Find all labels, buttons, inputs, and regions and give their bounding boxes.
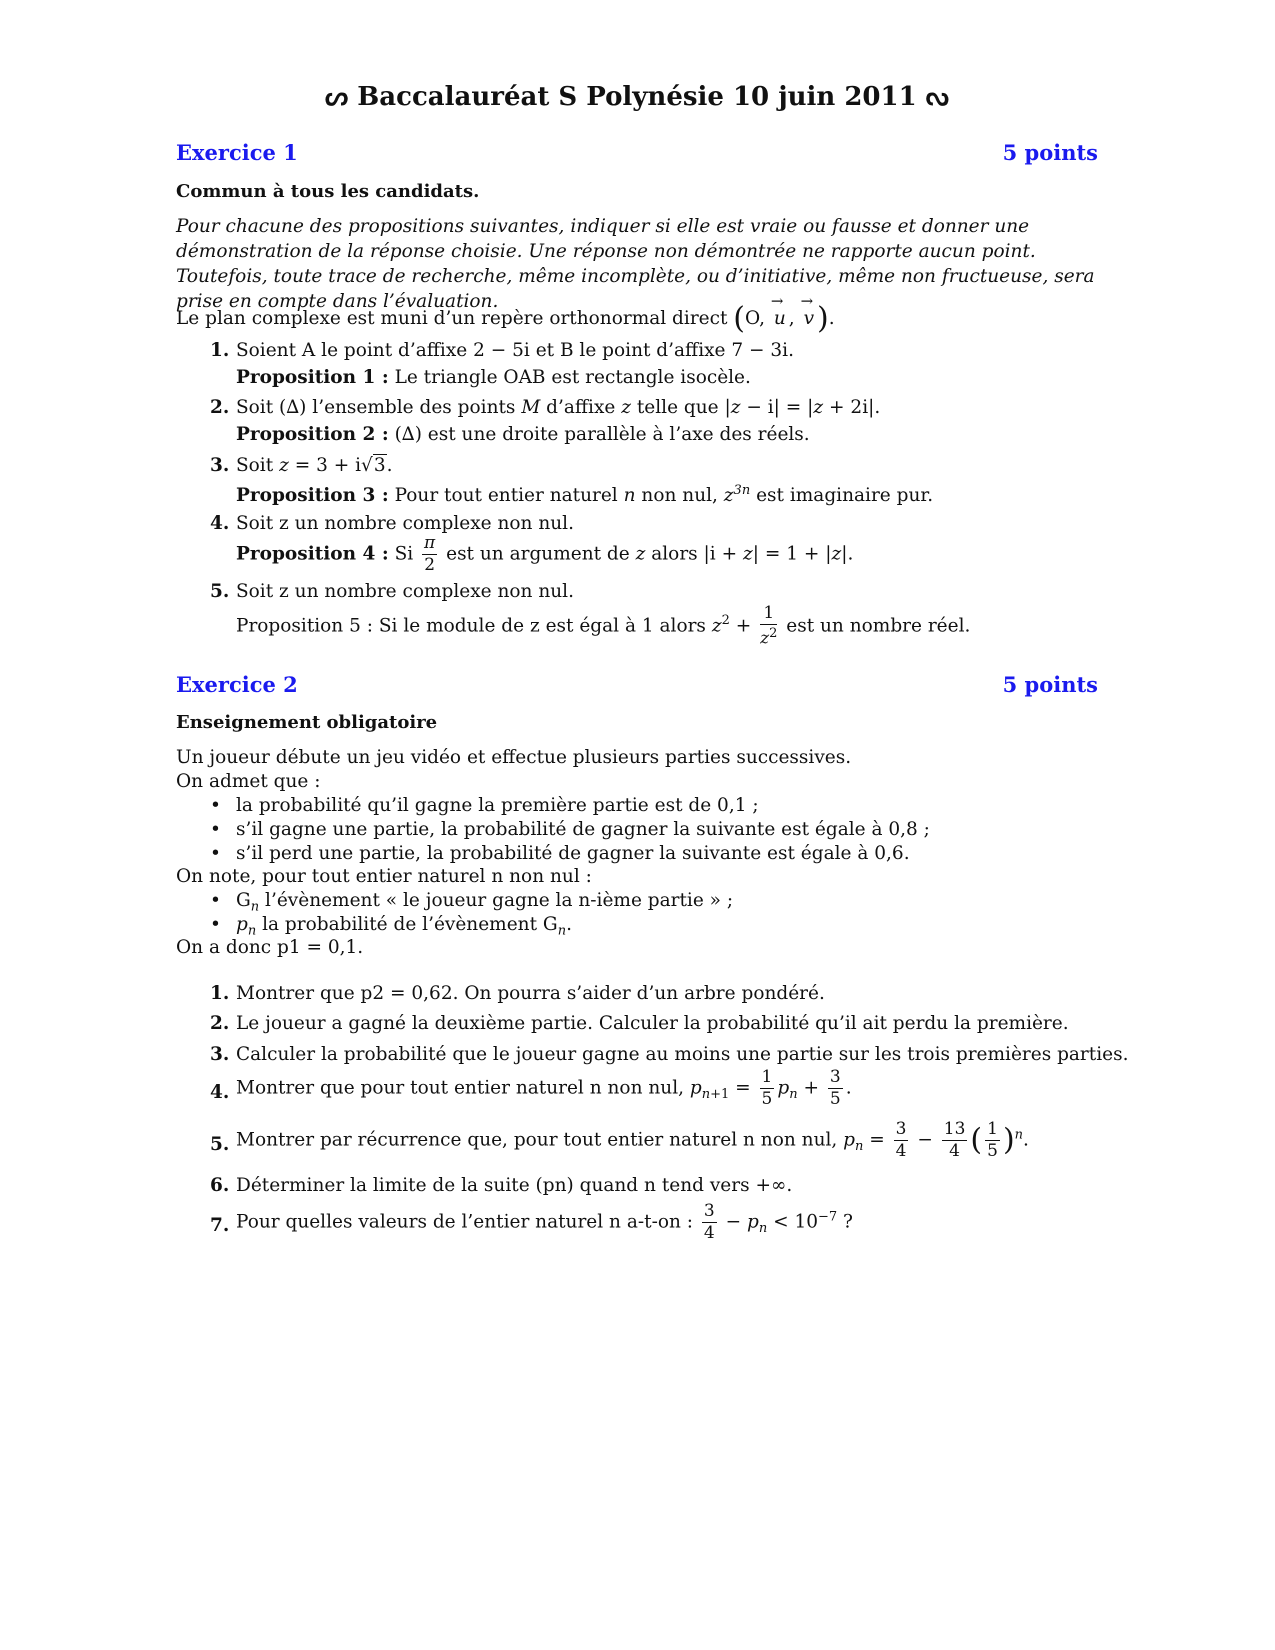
exercise1-intro: Le plan complexe est muni d’un repère orthonormal direct (O, → u , → v ). — [176, 301, 835, 336]
ex2-item2-number: 2. — [210, 1013, 230, 1034]
ex2-item7-text: Pour quelles valeurs de l’entier naturel n a-t-on : $\frac{3}{4}$ − $p_n < 10^{-7}$ ? — [236, 1201, 853, 1243]
exercise2-label: Exercice 2 — [176, 672, 298, 697]
ex1-item2-text: Soit (∆) l’ensemble des points M d’affixe z telle que |z − i| = |z + 2i|. — [236, 397, 881, 418]
ex2-item7-number: 7. — [210, 1215, 230, 1236]
ex2-item4-text: Montrer que pour tout entier naturel n non nul, $p_{n+1}$ = $\frac{1}{5}$ $p_n$ + $\frac{3}{5}$ . — [236, 1067, 852, 1109]
ex2-item3-text: Calculer la probabilité que le joueur gagne au moins une partie sur les trois premières parties. — [236, 1044, 1129, 1065]
exercise1-audience: Commun à tous les candidats. — [176, 181, 480, 202]
ex2-intro1: Un joueur débute un jeu vidéo et effectue plusieurs parties successives. — [176, 747, 852, 768]
ex1-prop1: Proposition 1 : Le triangle OAB est rectangle isocèle. — [236, 367, 751, 388]
ex2-item1-number: 1. — [210, 983, 230, 1004]
ornament-left-icon: ᔕ — [325, 82, 349, 112]
ex2-item5-number: 5. — [210, 1134, 230, 1155]
ex2-bullet1: • la probabilité qu’il gagne la première partie est de 0,1 ; — [210, 795, 759, 816]
title-text: Baccalauréat S Polynésie 10 juin 2011 — [357, 82, 917, 112]
exercise1-instructions: Pour chacune des propositions suivantes, indiquer si elle est vraie ou fausse et donner une démonstration de la réponse choisie. Une réponse non démontrée ne rapporte aucun point. Toutefois, toute trace de recherche, même incomplète, ou d’initiative, même non fructueuse, sera prise en compte dans l’évaluation. — [176, 216, 1095, 312]
ex1-item3-text: Soit z = 3 + i√3. — [236, 455, 393, 476]
ex2-p1-line: On a donc p1 = 0,1. — [176, 937, 364, 958]
exercise2-audience: Enseignement obligatoire — [176, 712, 438, 733]
ex1-item2-number: 2. — [210, 397, 230, 418]
ex2-bullet3: • s’il perd une partie, la probabilité de gagner la suivante est égale à 0,6. — [210, 843, 910, 864]
ex1-item3-number: 3. — [210, 455, 230, 476]
exercise1-header — [176, 140, 1098, 165]
ornament-right-icon: ᔓ — [925, 82, 949, 112]
ex2-item2-text: Le joueur a gagné la deuxième partie. Calculer la probabilité qu’il ait perdu la première. — [236, 1013, 1069, 1034]
ex1-item4-number: 4. — [210, 513, 230, 534]
ex2-item4-number: 4. — [210, 1082, 230, 1103]
ex1-item5-text: Soit z un nombre complexe non nul. — [236, 581, 574, 602]
ex1-prop5: Proposition 5 : Si le module de z est égal à 1 alors $z^2$ + $\frac{1}{z^2}$ est un nombre réel. — [236, 603, 971, 649]
ex1-item1-number: 1. — [210, 340, 230, 361]
ex2-item3-number: 3. — [210, 1044, 230, 1065]
ex1-item4-text: Soit z un nombre complexe non nul. — [236, 513, 574, 534]
ex2-def1: • $G_n$ l’évènement « le joueur gagne la n-ième partie » ; — [210, 890, 733, 915]
ex2-bullet2: • s’il gagne une partie, la probabilité de gagner la suivante est égale à 0,8 ; — [210, 819, 930, 840]
ex1-item5-number: 5. — [210, 581, 230, 602]
ex2-item1-text: Montrer que p2 = 0,62. On pourra s’aider d’un arbre pondéré. — [236, 983, 825, 1004]
exercise1-points: 5 points — [1002, 140, 1098, 165]
ex2-item6-number: 6. — [210, 1175, 230, 1196]
exercise1-label: Exercice 1 — [176, 140, 298, 165]
exercise2-points: 5 points — [1002, 672, 1098, 697]
exercise2-header — [176, 672, 1098, 697]
ex2-note: On note, pour tout entier naturel n non nul : — [176, 866, 592, 887]
page-title — [176, 82, 1098, 112]
ex1-item1-text: Soient A le point d’affixe 2 − 5i et B le point d’affixe 7 − 3i. — [236, 340, 794, 361]
ex2-def2: • $p_n$ la probabilité de l’évènement $G_n$. — [210, 914, 572, 939]
ex2-item5-text: Montrer par récurrence que, pour tout entier naturel n non nul, $p_n$ = $\frac{3}{4}$ − $\frac{13}{4}$ ( $\frac{1}{5}$ )$^n$. — [236, 1119, 1029, 1161]
ex2-intro2: On admet que : — [176, 771, 321, 792]
ex1-prop3: Proposition 3 : Pour tout entier naturel n non nul, $z^{3n}$ est imaginaire pur. — [236, 483, 934, 507]
ex1-prop2: Proposition 2 : (∆) est une droite parallèle à l’axe des réels. — [236, 424, 810, 445]
ex1-prop4: Proposition 4 : Si $\frac{\pi}{2}$ est un argument de z alors |i + z| = 1 + |z|. — [236, 533, 854, 575]
ex2-item6-text: Déterminer la limite de la suite (pn) quand n tend vers +∞. — [236, 1175, 793, 1196]
